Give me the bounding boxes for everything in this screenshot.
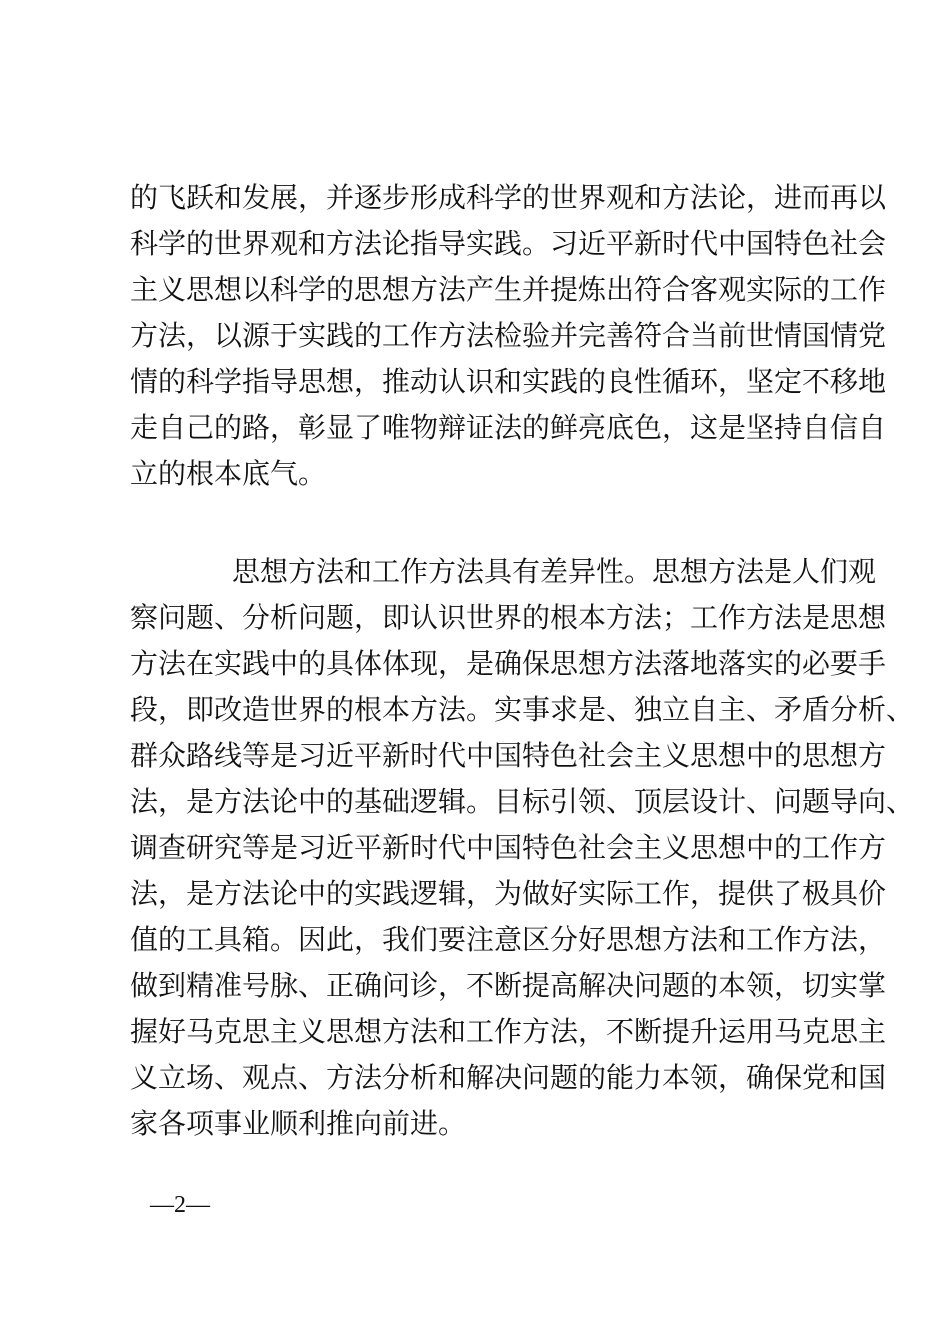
paragraph-2-line: 群众路线等是习近平新时代中国特色社会主义思想中的思想方 — [130, 739, 887, 772]
paragraph-2-line: 方法在实践中的具体体现，是确保思想方法落地落实的必要手 — [130, 647, 887, 680]
paragraph-2-line: 调查研究等是习近平新时代中国特色社会主义思想中的工作方 — [130, 831, 887, 864]
paragraph-2-line: 握好马克思主义思想方法和工作方法，不断提升运用马克思主 — [130, 1015, 887, 1048]
paragraph-1-line: 走自己的路，彰显了唯物辩证法的鲜亮底色，这是坚持自信自 — [130, 411, 887, 444]
paragraph-2-line: 家各项事业顺利推向前进。 — [130, 1107, 467, 1140]
paragraph-2-line: 值的工具箱。因此，我们要注意区分好思想方法和工作方法， — [130, 923, 887, 956]
paragraph-2-line: 法，是方法论中的实践逻辑，为做好实际工作，提供了极具价 — [130, 877, 887, 910]
paragraph-1-line: 主义思想以科学的思想方法产生并提炼出符合客观实际的工作 — [130, 273, 887, 306]
paragraph-2-line: 做到精准号脉、正确问诊，不断提高解决问题的本领，切实掌 — [130, 969, 887, 1002]
paragraph-1-line: 的飞跃和发展，并逐步形成科学的世界观和方法论，进而再以 — [130, 181, 887, 214]
paragraph-2-line: 义立场、观点、方法分析和解决问题的能力本领，确保党和国 — [130, 1061, 887, 1094]
paragraph-1-line: 情的科学指导思想，推动认识和实践的良性循环，坚定不移地 — [130, 365, 887, 398]
paragraph-2-line: 段，即改造世界的根本方法。实事求是、独立自主、矛盾分析、 — [130, 693, 915, 726]
page-number: —2— — [150, 1192, 210, 1218]
paragraph-1-line: 方法，以源于实践的工作方法检验并完善符合当前世情国情党 — [130, 319, 887, 352]
paragraph-2-line: 思想方法和工作方法具有差异性。思想方法是人们观 — [232, 555, 877, 588]
paragraph-1-line: 科学的世界观和方法论指导实践。习近平新时代中国特色社会 — [130, 227, 887, 260]
paragraph-1-line: 立的根本底气。 — [130, 457, 327, 490]
paragraph-2-line: 法，是方法论中的基础逻辑。目标引领、顶层设计、问题导向、 — [130, 785, 915, 818]
paragraph-2-line: 察问题、分析问题，即认识世界的根本方法；工作方法是思想 — [130, 601, 887, 634]
